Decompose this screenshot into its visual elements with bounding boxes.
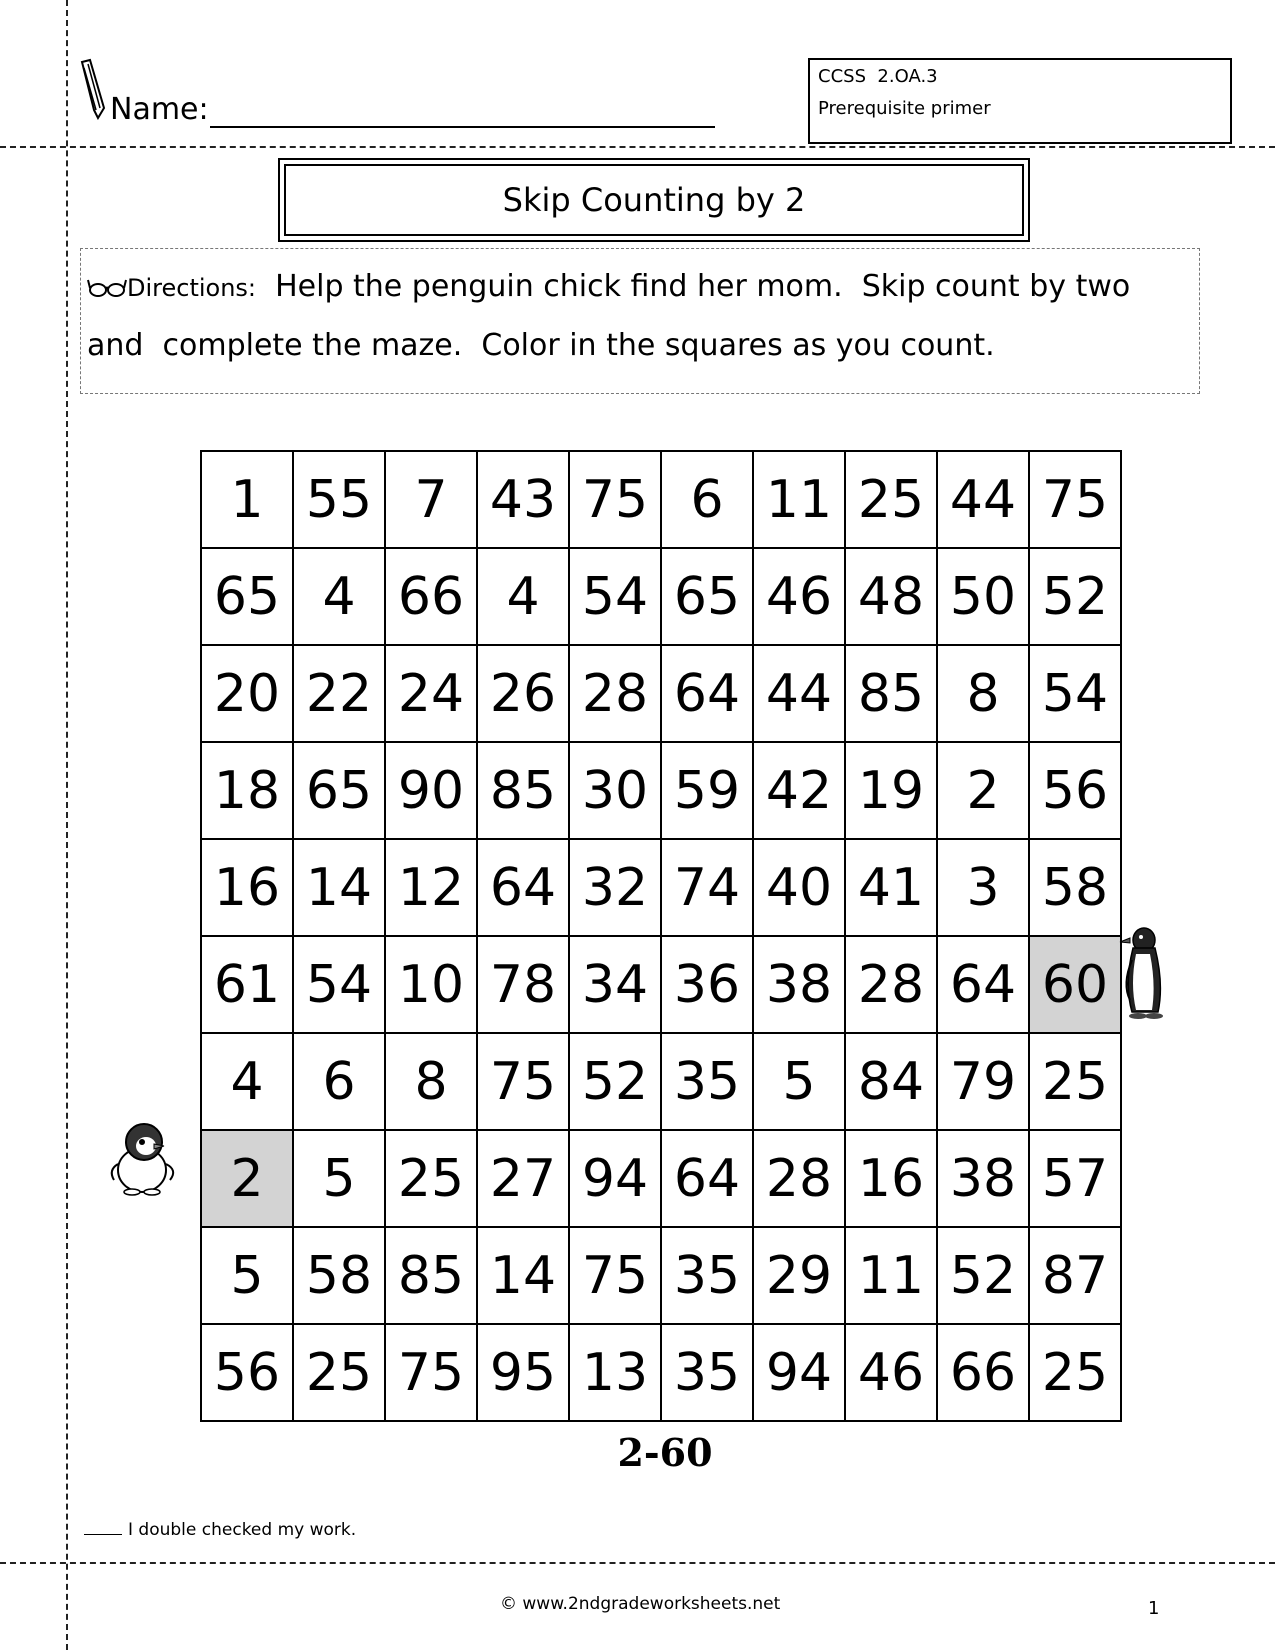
maze-cell[interactable]: 14 <box>477 1227 569 1324</box>
maze-cell[interactable]: 4 <box>477 548 569 645</box>
maze-cell[interactable]: 64 <box>661 1130 753 1227</box>
maze-cell[interactable]: 40 <box>753 839 845 936</box>
maze-cell[interactable]: 84 <box>845 1033 937 1130</box>
maze-cell[interactable]: 55 <box>293 451 385 548</box>
maze-cell[interactable]: 6 <box>293 1033 385 1130</box>
directions <box>87 259 1193 373</box>
maze-cell[interactable]: 79 <box>937 1033 1029 1130</box>
maze-cell[interactable]: 28 <box>753 1130 845 1227</box>
maze-cell[interactable]: 29 <box>753 1227 845 1324</box>
maze-cell[interactable]: 4 <box>201 1033 293 1130</box>
maze-cell[interactable]: 52 <box>937 1227 1029 1324</box>
maze-cell[interactable]: 54 <box>293 936 385 1033</box>
maze-cell[interactable]: 34 <box>569 936 661 1033</box>
maze-cell[interactable]: 75 <box>569 451 661 548</box>
maze-cell[interactable]: 65 <box>293 742 385 839</box>
maze-cell[interactable]: 36 <box>661 936 753 1033</box>
maze-cell[interactable]: 19 <box>845 742 937 839</box>
maze-cell[interactable]: 28 <box>845 936 937 1033</box>
maze-cell[interactable]: 3 <box>937 839 1029 936</box>
maze-cell[interactable]: 35 <box>661 1227 753 1324</box>
maze-cell[interactable]: 7 <box>385 451 477 548</box>
maze-cell[interactable]: 18 <box>201 742 293 839</box>
standard-code: CCSS 2.OA.3 <box>818 66 938 87</box>
maze-cell[interactable]: 8 <box>937 645 1029 742</box>
maze-cell[interactable]: 94 <box>753 1324 845 1421</box>
maze-cell[interactable]: 38 <box>753 936 845 1033</box>
maze-cell[interactable]: 5 <box>201 1227 293 1324</box>
maze-row <box>201 1324 1121 1421</box>
maze-row <box>201 936 1121 1033</box>
maze-cell[interactable]: 50 <box>937 548 1029 645</box>
page-number: 1 <box>1148 1598 1160 1619</box>
maze-row <box>201 742 1121 839</box>
maze-cell[interactable]: 25 <box>1029 1324 1121 1421</box>
maze-cell[interactable]: 65 <box>201 548 293 645</box>
maze-cell[interactable]: 64 <box>661 645 753 742</box>
standards-box <box>808 58 1232 144</box>
maze-cell[interactable]: 30 <box>569 742 661 839</box>
maze-cell[interactable]: 24 <box>385 645 477 742</box>
maze-cell[interactable]: 26 <box>477 645 569 742</box>
maze-cell[interactable]: 11 <box>845 1227 937 1324</box>
maze-cell[interactable]: 85 <box>477 742 569 839</box>
maze-cell[interactable]: 60 <box>1029 936 1121 1033</box>
maze-row <box>201 548 1121 645</box>
maze-cell[interactable]: 35 <box>661 1324 753 1421</box>
maze-cell[interactable]: 13 <box>569 1324 661 1421</box>
maze-cell[interactable]: 22 <box>293 645 385 742</box>
pencil-icon <box>78 58 108 124</box>
maze-cell[interactable]: 35 <box>661 1033 753 1130</box>
maze-cell[interactable]: 46 <box>845 1324 937 1421</box>
maze-cell[interactable]: 5 <box>293 1130 385 1227</box>
maze-cell[interactable]: 95 <box>477 1324 569 1421</box>
cut-line-top <box>0 146 1275 148</box>
maze-cell[interactable]: 27 <box>477 1130 569 1227</box>
glasses-icon <box>87 263 127 318</box>
maze-cell[interactable]: 85 <box>385 1227 477 1324</box>
page-title: Skip Counting by 2 <box>284 164 1024 236</box>
name-label: Name: <box>110 92 209 127</box>
maze-row <box>201 1130 1121 1227</box>
maze-cell[interactable]: 48 <box>845 548 937 645</box>
cut-line-bottom <box>0 1562 1275 1564</box>
maze-cell[interactable]: 66 <box>937 1324 1029 1421</box>
maze-cell[interactable]: 65 <box>661 548 753 645</box>
maze-cell[interactable]: 52 <box>1029 548 1121 645</box>
maze-cell[interactable]: 75 <box>569 1227 661 1324</box>
maze-cell[interactable]: 90 <box>385 742 477 839</box>
maze-cell[interactable]: 54 <box>569 548 661 645</box>
maze-cell[interactable]: 20 <box>201 645 293 742</box>
maze-cell[interactable]: 14 <box>293 839 385 936</box>
maze-cell[interactable]: 6 <box>661 451 753 548</box>
maze-cell[interactable]: 56 <box>1029 742 1121 839</box>
maze-row <box>201 451 1121 548</box>
maze-cell[interactable]: 25 <box>845 451 937 548</box>
maze-cell[interactable]: 64 <box>477 839 569 936</box>
standard-note: Prerequisite primer <box>818 98 991 119</box>
maze-cell[interactable]: 58 <box>1029 839 1121 936</box>
maze-cell[interactable]: 12 <box>385 839 477 936</box>
maze-cell[interactable]: 75 <box>385 1324 477 1421</box>
maze-cell[interactable]: 41 <box>845 839 937 936</box>
maze-cell[interactable]: 16 <box>201 839 293 936</box>
maze-cell[interactable]: 54 <box>1029 645 1121 742</box>
directions-box <box>80 248 1200 394</box>
maze-cell[interactable]: 10 <box>385 936 477 1033</box>
maze-cell[interactable]: 52 <box>569 1033 661 1130</box>
maze-cell[interactable]: 42 <box>753 742 845 839</box>
maze-row <box>201 1227 1121 1324</box>
maze-cell[interactable]: 25 <box>385 1130 477 1227</box>
title-box <box>278 158 1030 242</box>
directions-label: Directions: <box>127 274 257 302</box>
self-check <box>84 1520 356 1540</box>
maze-cell[interactable]: 85 <box>845 645 937 742</box>
maze-cell[interactable]: 75 <box>1029 451 1121 548</box>
maze-cell[interactable]: 38 <box>937 1130 1029 1227</box>
directions-text: Help the penguin chick find her mom. Skip count by two and complete the maze. Color in the squares as you count. <box>87 269 1140 363</box>
maze-cell[interactable]: 58 <box>293 1227 385 1324</box>
maze-cell[interactable]: 78 <box>477 936 569 1033</box>
check-blank[interactable] <box>84 1534 122 1535</box>
copyright: © www.2ndgradeworksheets.net <box>500 1594 781 1614</box>
maze-cell[interactable]: 43 <box>477 451 569 548</box>
maze-cell[interactable]: 8 <box>385 1033 477 1130</box>
self-check-text: I double checked my work. <box>128 1520 357 1540</box>
cut-line-left <box>66 0 68 1650</box>
maze-cell[interactable]: 87 <box>1029 1227 1121 1324</box>
maze-cell[interactable]: 32 <box>569 839 661 936</box>
maze-row <box>201 645 1121 742</box>
maze-cell[interactable]: 44 <box>937 451 1029 548</box>
maze-cell[interactable]: 16 <box>845 1130 937 1227</box>
maze-cell[interactable]: 25 <box>293 1324 385 1421</box>
maze-cell[interactable]: 57 <box>1029 1130 1121 1227</box>
maze-cell[interactable]: 74 <box>661 839 753 936</box>
range-label: 2-60 <box>617 1430 713 1475</box>
maze-cell[interactable]: 5 <box>753 1033 845 1130</box>
maze-cell[interactable]: 56 <box>201 1324 293 1421</box>
maze-row <box>201 839 1121 936</box>
maze-cell[interactable]: 66 <box>385 548 477 645</box>
maze-cell[interactable]: 64 <box>937 936 1029 1033</box>
maze-cell[interactable]: 61 <box>201 936 293 1033</box>
maze-cell[interactable]: 44 <box>753 645 845 742</box>
maze-cell[interactable]: 46 <box>753 548 845 645</box>
maze-row <box>201 1033 1121 1130</box>
maze-cell[interactable]: 11 <box>753 451 845 548</box>
maze-cell[interactable]: 1 <box>201 451 293 548</box>
maze-cell[interactable]: 94 <box>569 1130 661 1227</box>
maze-cell[interactable]: 2 <box>937 742 1029 839</box>
penguin-chick-icon <box>104 1120 182 1200</box>
maze-cell[interactable]: 2 <box>201 1130 293 1227</box>
maze-cell[interactable]: 59 <box>661 742 753 839</box>
number-maze <box>200 450 1122 1422</box>
penguin-mom-icon <box>1118 924 1170 1026</box>
maze-cell[interactable]: 25 <box>1029 1033 1121 1130</box>
maze-cell[interactable]: 75 <box>477 1033 569 1130</box>
maze-cell[interactable]: 4 <box>293 548 385 645</box>
maze-cell[interactable]: 28 <box>569 645 661 742</box>
name-field[interactable] <box>210 126 715 128</box>
